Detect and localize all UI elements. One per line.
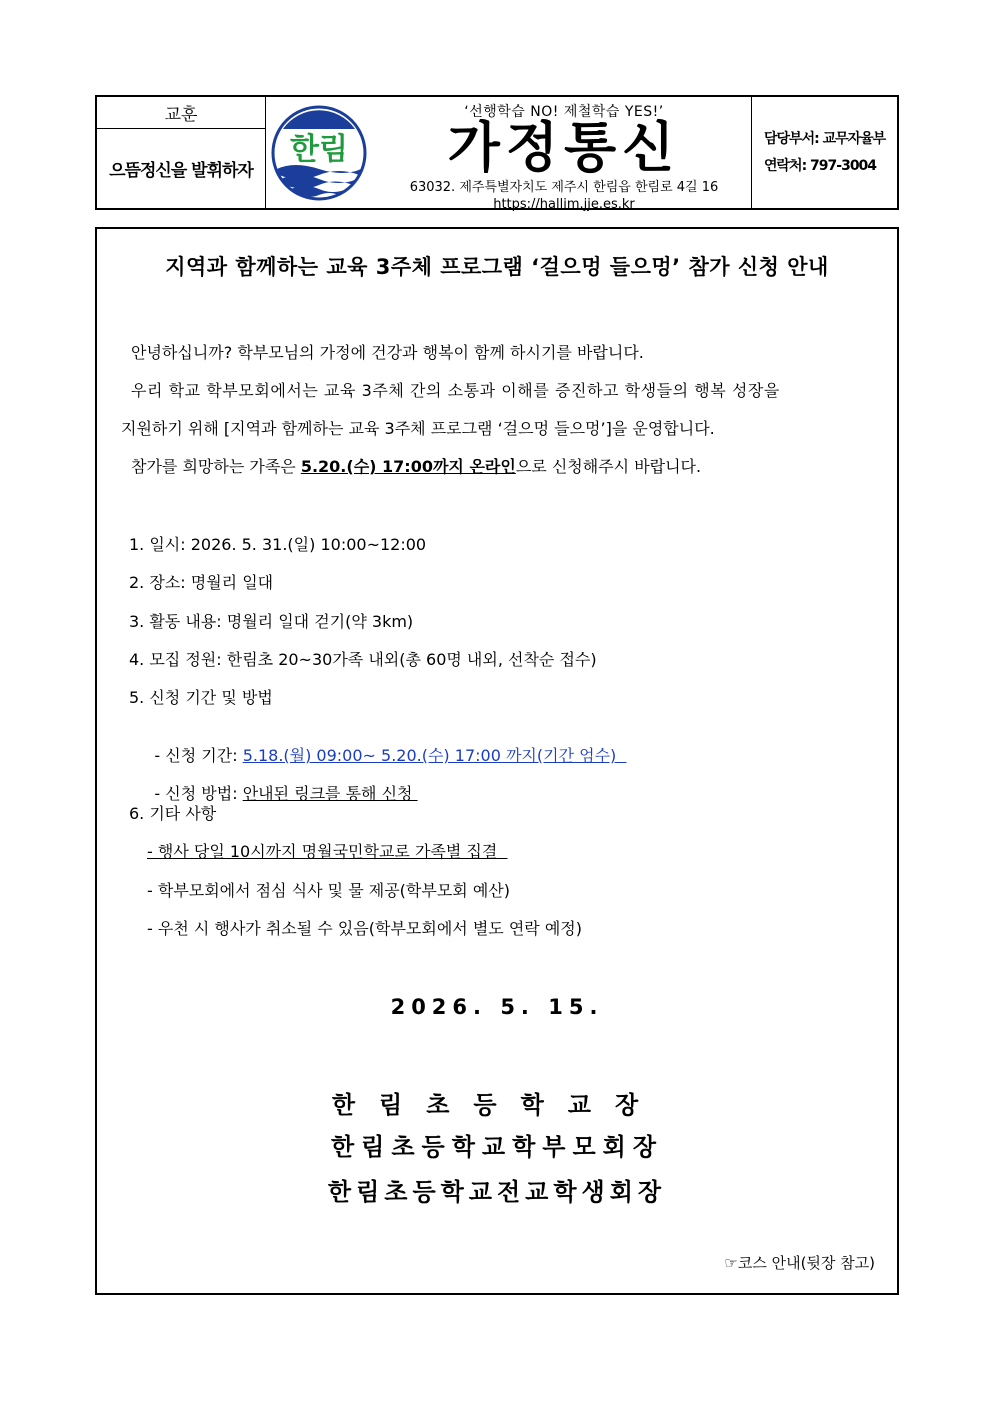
school-address: 63032. 제주특별자치도 제주시 한림읍 한림로 4길 16 <box>409 180 719 195</box>
label: - 신청 방법: <box>149 784 243 803</box>
other-note: - 학부모회에서 점심 식사 및 물 제공(학부모회 예산) <box>147 881 510 900</box>
text: 으로 신청해주시 바랍니다. <box>515 457 702 476</box>
application-deadline-line <box>131 454 701 477</box>
notice-body <box>95 227 899 1295</box>
list-item-other: 6. 기타 사항 <box>129 804 217 823</box>
signature-principal: 한림초등학교장 <box>331 1091 663 1119</box>
list-item-datetime: 1. 일시: 2026. 5. 31.(일) 10:00~12:00 <box>129 535 427 554</box>
label: - 신청 기간: <box>149 746 243 765</box>
logo-text: 한림 <box>290 132 348 167</box>
newsletter-title: 가정통신 <box>447 116 681 179</box>
other-note: - 행사 당일 10시까지 명월국민학교로 가족별 집결 <box>147 842 508 861</box>
paragraph-line: 우리 학교 학부모회에서는 교육 3주체 간의 소통과 이해를 증진하고 학생들의 행복 성장을 <box>131 381 780 400</box>
notice-title: 지역과 함께하는 교육 3주체 프로그램 ‘걸으멍 들으멍’ 참가 신청 안내 <box>165 255 829 279</box>
course-guide-note: ☞코스 안내(뒷장 참고) <box>724 1254 875 1272</box>
list-item-location: 2. 장소: 명월리 일대 <box>129 573 274 592</box>
list-item-application: 5. 신청 기간 및 방법 <box>129 688 273 707</box>
department: 담당부서: 교무자율부 <box>764 130 886 147</box>
deadline-highlight: 5.20.(수) 17:00까지 온라인 <box>300 457 516 476</box>
school-logo <box>269 103 369 203</box>
application-period-value: 5.18.(월) 09:00~ 5.20.(수) 17:00 까지(기간 엄수) <box>242 746 627 765</box>
list-item-activity: 3. 활동 내용: 명월리 일대 걷기(약 3km) <box>129 612 414 631</box>
paragraph-line: 지원하기 위해 [지역과 함께하는 교육 3주체 프로그램 ‘걸으멍 들으멍’]을 운영합니다. <box>121 419 715 438</box>
signature-student-council: 한림초등학교전교학생회장 <box>327 1178 667 1206</box>
motto-text: 으뜸정신을 발휘하자 <box>109 161 253 181</box>
issue-date: 2026. 5. 15. <box>390 995 604 1019</box>
list-item-capacity: 4. 모집 정원: 한림초 20~30가족 내외(총 60명 내외, 선착순 접수) <box>129 650 597 669</box>
contact-number: 연락처: 797-3004 <box>764 157 877 174</box>
motto-box <box>97 97 266 208</box>
slogan: ‘선행학습 NO! 제철학습 YES!’ <box>464 104 664 120</box>
school-url[interactable]: https://hallim.jje.es.kr <box>493 197 635 212</box>
contact-box <box>751 97 897 208</box>
newsletter-header <box>95 95 899 210</box>
signature-parents-association: 한림초등학교학부모회장 <box>330 1133 664 1161</box>
motto-title: 교훈 <box>97 97 265 129</box>
text: 참가를 희망하는 가족은 <box>131 457 301 476</box>
other-note: - 우천 시 행사가 취소될 수 있음(학부모회에서 별도 연락 예정) <box>147 919 582 938</box>
application-method-value: 안내된 링크를 통해 신청 <box>242 784 418 803</box>
greeting: 안녕하십니까? 학부모님의 가정에 건강과 행복이 함께 하시기를 바랍니다. <box>131 343 644 362</box>
header-center <box>377 97 751 212</box>
